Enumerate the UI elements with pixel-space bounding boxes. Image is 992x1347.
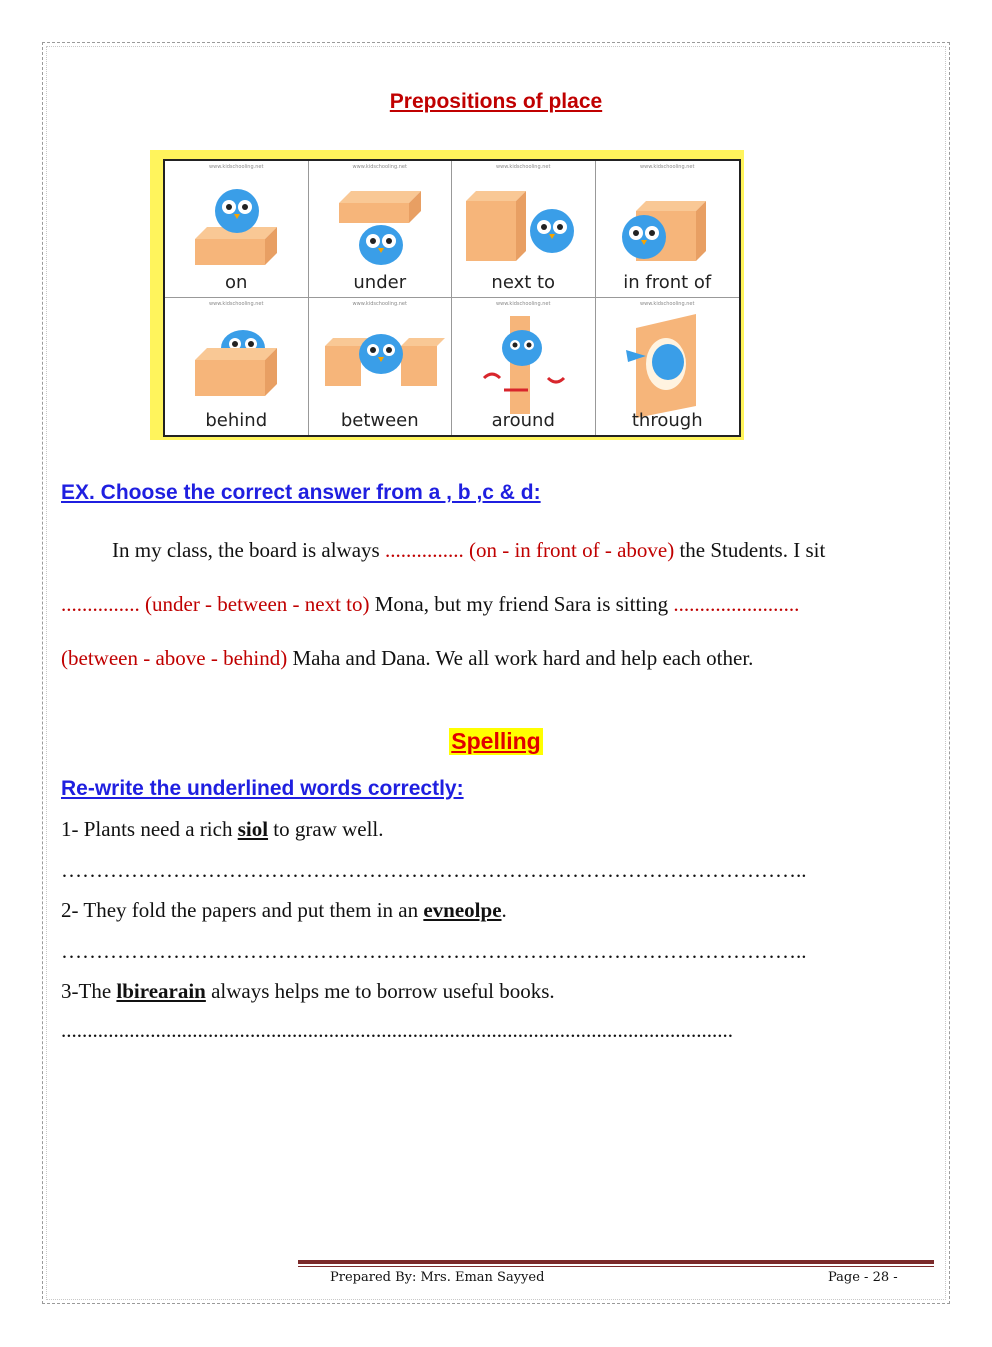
cell-label: on <box>225 272 248 293</box>
cell-between <box>309 298 453 435</box>
spelling-question-3 <box>61 979 555 1004</box>
cell-label: between <box>340 410 419 431</box>
answer-line-2: …………………………………………………………………………………………….. <box>61 939 807 963</box>
cell-label: behind <box>205 410 268 431</box>
cell-url: www.kidschooling.net <box>640 301 695 307</box>
exercise-text: Maha and Dana. We all work hard and help each other. <box>287 646 754 670</box>
exercise-line-2 <box>61 592 911 617</box>
cell-label: next to <box>491 272 556 293</box>
answer-line-1: …………………………………………………………………………………………….. <box>61 858 807 882</box>
question-text: 1- Plants need a rich <box>61 817 238 841</box>
answer-blank: ........................ <box>673 592 800 616</box>
cell-label: under <box>353 272 407 293</box>
answer-choices: ............... (on - in front of - above) <box>384 538 675 562</box>
cell-label: through <box>631 410 703 431</box>
question-text: . <box>501 898 507 922</box>
question-text: 3-The <box>61 979 117 1003</box>
exercise-text: the Students. I sit <box>674 538 826 562</box>
exercise-text: Mona, but my friend Sara is sitting <box>369 592 674 616</box>
cell-next-to <box>452 161 596 298</box>
answer-choices: (between - above - behind) <box>61 646 288 670</box>
cell-label: around <box>491 410 555 431</box>
cell-through <box>596 298 740 435</box>
underlined-word: lbirearain <box>116 979 206 1003</box>
cell-on <box>165 161 309 298</box>
cell-url: www.kidschooling.net <box>496 164 551 170</box>
exercise-line-1 <box>112 538 962 563</box>
question-text: 2- They fold the papers and put them in an <box>61 898 424 922</box>
question-text: always helps me to borrow useful books. <box>205 979 555 1003</box>
answer-line-3: ................................................................................................................................ <box>61 1018 733 1042</box>
cell-in-front-of <box>596 161 740 298</box>
cell-label: in front of <box>623 272 712 293</box>
spelling-question-1 <box>61 817 384 842</box>
cell-around <box>452 298 596 435</box>
spelling-title-wrap <box>0 728 992 755</box>
cell-behind <box>165 298 309 435</box>
question-text: to graw well. <box>268 817 384 841</box>
cell-url: www.kidschooling.net <box>496 301 551 307</box>
cell-url: www.kidschooling.net <box>640 164 695 170</box>
spelling-title: Spelling <box>451 728 541 754</box>
prepositions-picture <box>163 159 741 437</box>
footer-page-number: Page - 28 - <box>828 1270 898 1285</box>
spelling-heading: Re-write the underlined words correctly: <box>61 777 464 800</box>
answer-choices: ............... (under - between - next to) <box>61 592 370 616</box>
spelling-question-2 <box>61 898 507 923</box>
cell-under <box>309 161 453 298</box>
exercise-text: In my class, the board is always <box>112 538 385 562</box>
cell-url: www.kidschooling.net <box>209 164 264 170</box>
exercise-line-3 <box>61 646 911 671</box>
underlined-word: siol <box>237 817 269 841</box>
page-title: Prepositions of place <box>389 90 603 113</box>
underlined-word: evneolpe <box>423 898 502 922</box>
cell-url: www.kidschooling.net <box>209 301 264 307</box>
footer-rule-thin <box>298 1266 934 1267</box>
footer-rule <box>298 1260 934 1264</box>
cell-url: www.kidschooling.net <box>352 164 407 170</box>
exercise-heading: EX. Choose the correct answer from a , b ,c & d: <box>61 481 541 504</box>
footer-prepared-by: Prepared By: Mrs. Eman Sayyed <box>330 1270 545 1285</box>
cell-url: www.kidschooling.net <box>352 301 407 307</box>
